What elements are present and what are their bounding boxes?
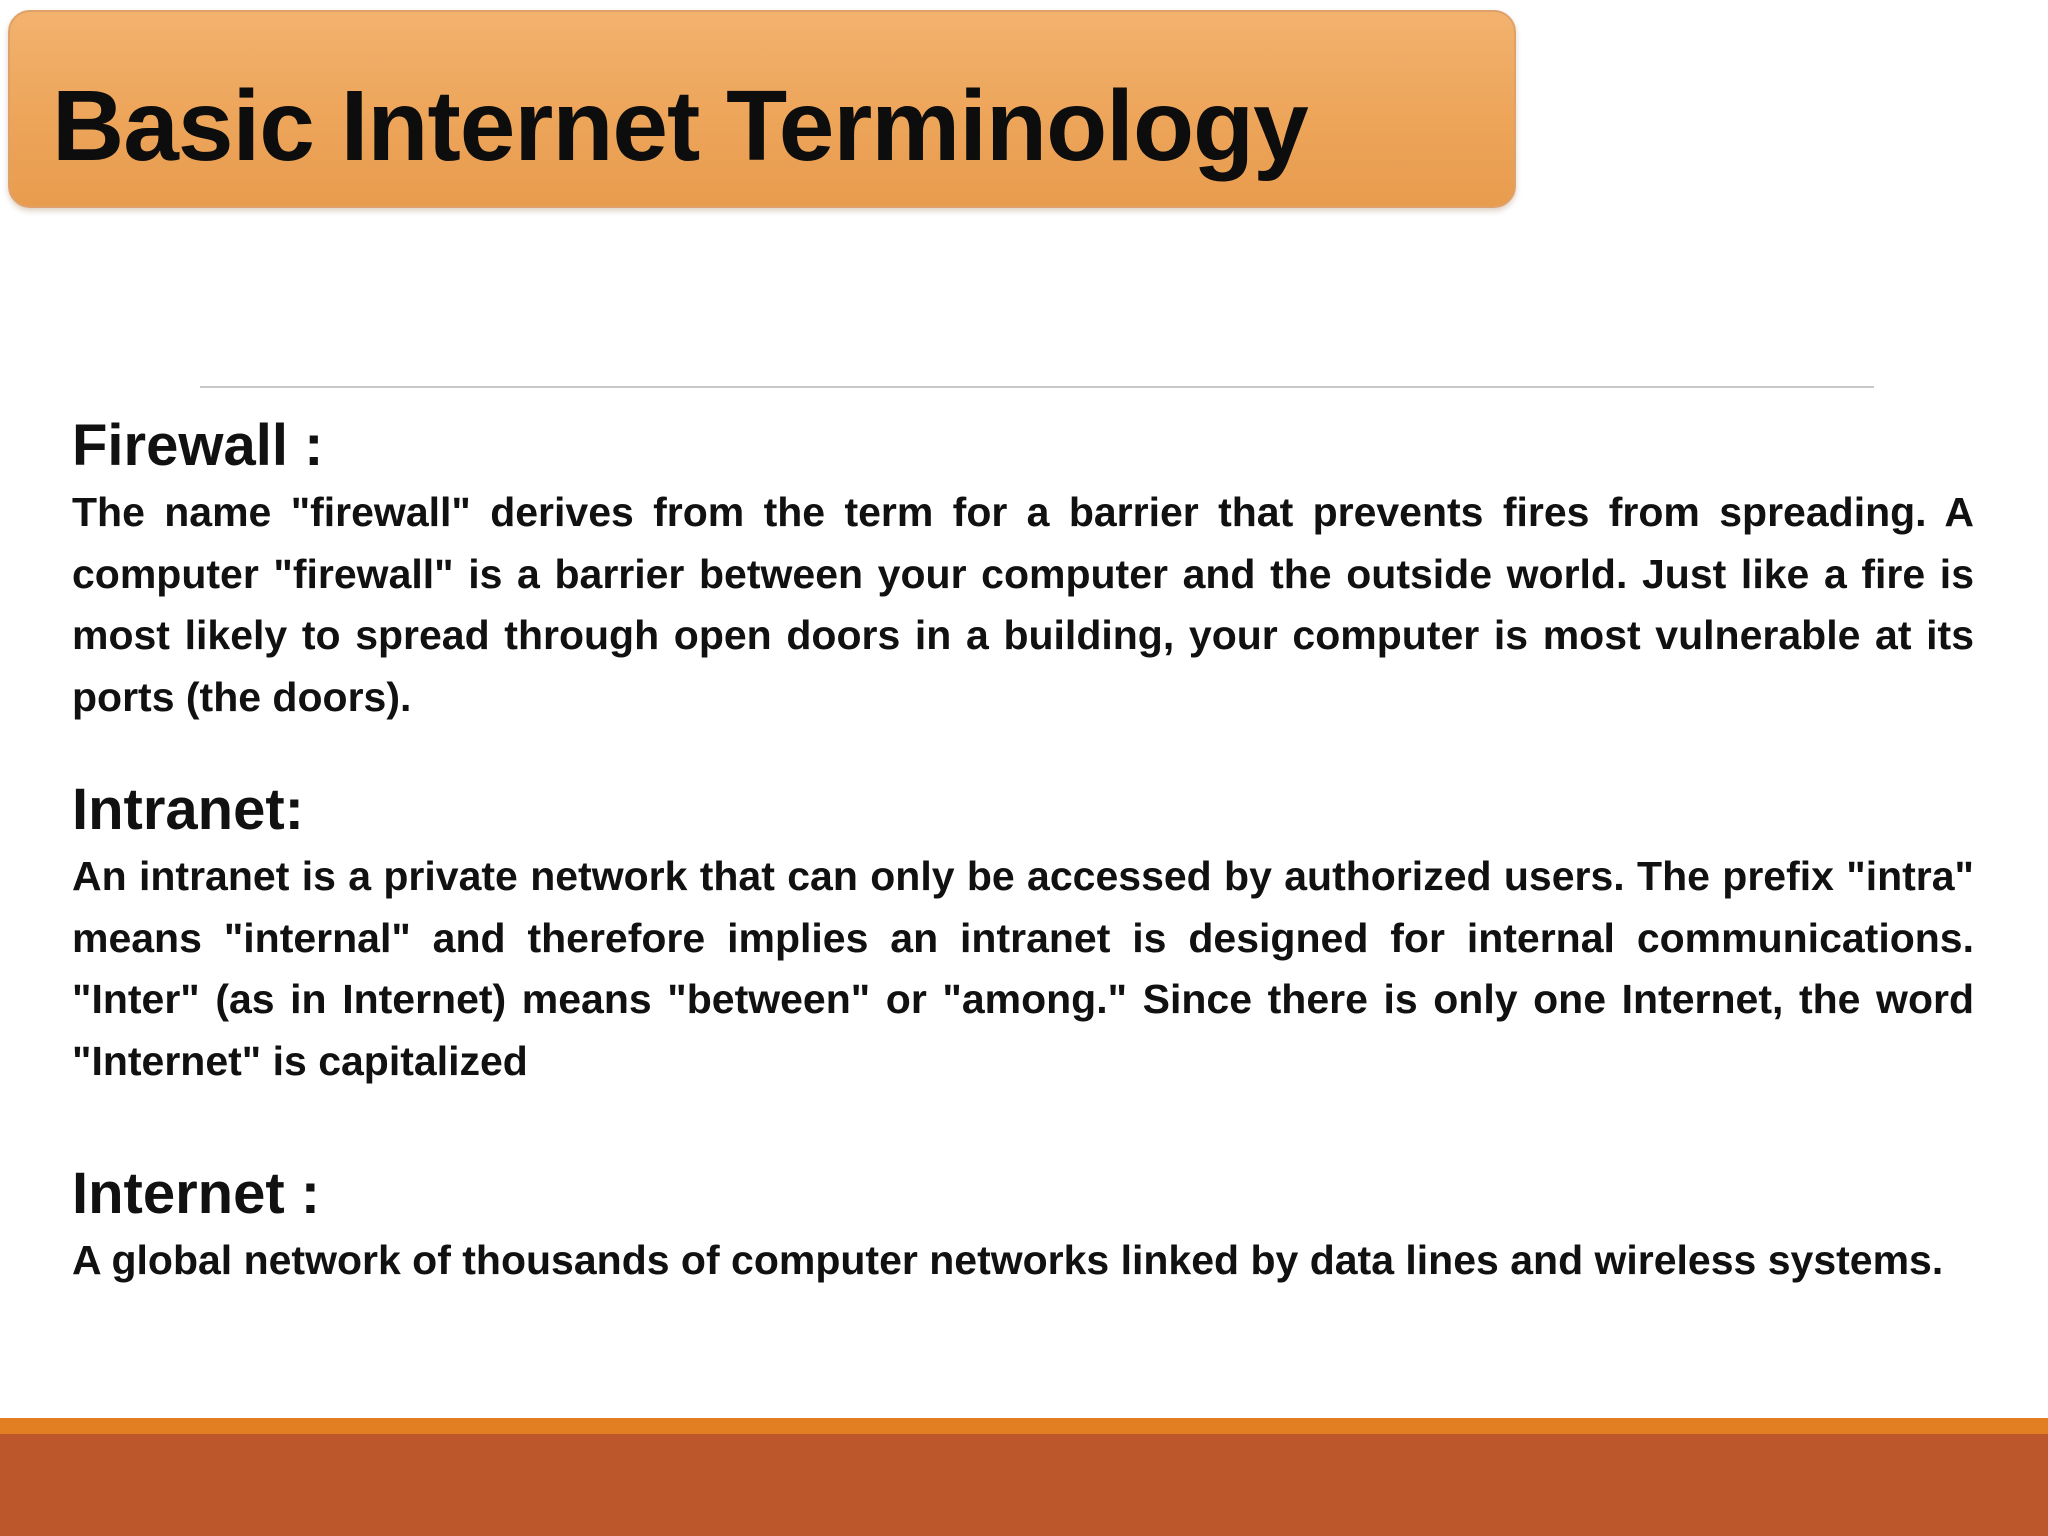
slide-body <box>72 410 1974 1292</box>
term-heading: Intranet: <box>72 777 304 842</box>
term-heading: Firewall : <box>72 413 324 478</box>
footer-accent-stripe <box>0 1418 2048 1434</box>
term-definition: The name "firewall" derives from the term for a barrier that prevents fires from spreading. A computer "firewall" is a barrier between your computer and the outside world. Just like a fire is most likely to spread through open doors in a building, your computer is most vulnerable at its ports (the doors). <box>72 489 1974 720</box>
slide-title: Basic Internet Terminology <box>52 70 1308 182</box>
divider-line <box>200 386 1874 388</box>
footer-bar <box>0 1434 2048 1536</box>
section-intranet <box>72 774 1974 1092</box>
section-firewall <box>72 410 1974 728</box>
term-definition: A global network of thousands of computer networks linked by data lines and wireless systems. <box>72 1237 1944 1283</box>
section-internet <box>72 1158 1974 1292</box>
term-heading: Internet : <box>72 1161 321 1226</box>
title-banner <box>8 10 1516 208</box>
term-definition: An intranet is a private network that can only be accessed by authorized users. The prefix "intra" means "internal" and therefore implies an intranet is designed for internal communications. "Inter" (as in Internet) means "between" or "among." Since there is only one Internet, the word "Internet" is capitalized <box>72 853 1974 1084</box>
